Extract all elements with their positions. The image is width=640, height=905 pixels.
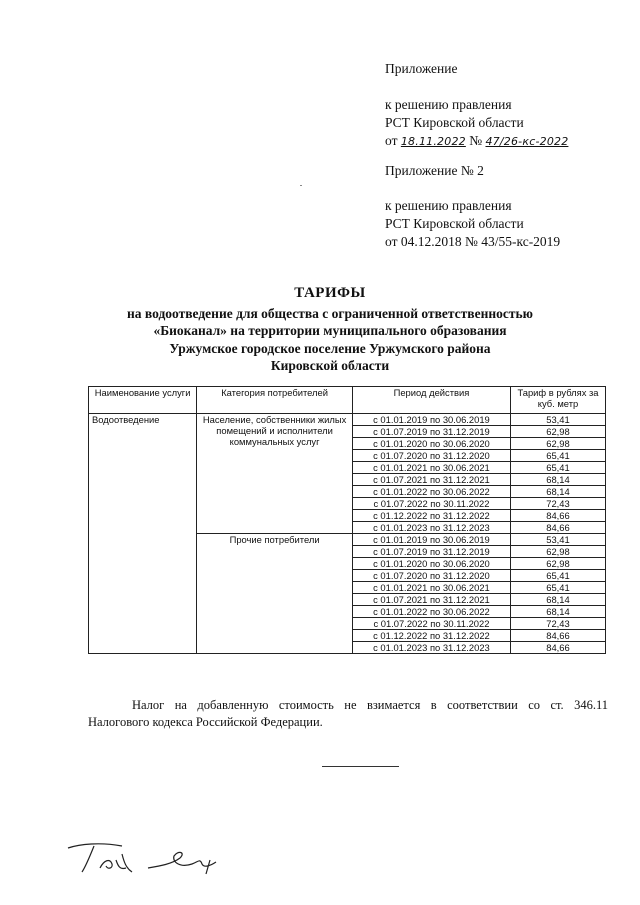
period-cell: с 01.01.2022 по 30.06.2022	[352, 486, 510, 498]
title-line-2: «Биоканал» на территории муниципального образования	[153, 323, 507, 338]
vat-note-line-2: Налогового кодекса Российской Федерации.	[88, 715, 323, 729]
appendix-label: Приложение	[385, 61, 458, 76]
table-header-row	[89, 387, 606, 414]
period-cell: с 01.07.2020 по 31.12.2020	[352, 450, 510, 462]
header-rate: Тариф в рублях за куб. метр	[510, 387, 605, 414]
rate-cell: 68,14	[510, 606, 605, 618]
period-cell: с 01.12.2022 по 31.12.2022	[352, 510, 510, 522]
vat-note-line-1: Налог на добавленную стоимость не взимается в соответствии со ст. 346.11	[132, 698, 608, 712]
period-cell: с 01.01.2023 по 31.12.2023	[352, 522, 510, 534]
rate-cell: 53,41	[510, 534, 605, 546]
period-cell: с 01.01.2023 по 31.12.2023	[352, 642, 510, 654]
rate-cell: 84,66	[510, 642, 605, 654]
rate-cell: 72,43	[510, 618, 605, 630]
rate-cell: 65,41	[510, 582, 605, 594]
period-cell: с 01.01.2019 по 30.06.2019	[352, 534, 510, 546]
authority-line-2: РСТ Кировской области	[385, 216, 524, 231]
service-cell: Водоотведение	[89, 414, 197, 654]
signature	[60, 838, 230, 878]
period-cell: с 01.07.2019 по 31.12.2019	[352, 546, 510, 558]
category-cell: Население, собственники жилых помещений и исполнители коммунальных услуг	[197, 414, 353, 534]
rate-cell: 84,66	[510, 510, 605, 522]
rate-cell: 65,41	[510, 450, 605, 462]
title-line-4: Кировской области	[270, 358, 390, 373]
rate-cell: 68,14	[510, 474, 605, 486]
signature-stroke-2	[148, 852, 216, 874]
vat-note	[88, 697, 608, 731]
appendix-2-label: Приложение № 2	[385, 163, 484, 178]
title-main: ТАРИФЫ	[294, 285, 366, 301]
title-line-3: Уржумское городское поселение Уржумского района	[169, 340, 491, 356]
rate-cell: 62,98	[510, 426, 605, 438]
rate-cell: 62,98	[510, 438, 605, 450]
decision-date-line: от 18.11.2022 № 47/26-кс-2022	[385, 133, 569, 148]
signature-stroke-1	[68, 844, 132, 872]
header-service: Наименование услуги	[89, 387, 197, 414]
scan-speck	[300, 185, 302, 186]
rate-cell: 84,66	[510, 522, 605, 534]
title-line-1: на водоотведение для общества с ограниченной ответственностью	[127, 305, 533, 321]
rate-cell: 65,41	[510, 570, 605, 582]
appendix-header	[385, 60, 568, 151]
period-cell: с 01.01.2021 по 30.06.2021	[352, 462, 510, 474]
category-cell: Прочие потребители	[197, 534, 353, 654]
period-cell: с 01.07.2021 по 31.12.2021	[352, 474, 510, 486]
period-cell: с 01.01.2019 по 30.06.2019	[352, 414, 510, 426]
rate-cell: 62,98	[510, 546, 605, 558]
header-category: Категория потребителей	[197, 387, 353, 414]
rate-cell: 84,66	[510, 630, 605, 642]
period-cell: с 01.01.2022 по 30.06.2022	[352, 606, 510, 618]
separator-line	[322, 766, 399, 767]
rate-cell: 68,14	[510, 594, 605, 606]
appendix-2-header	[385, 162, 560, 251]
decision-line: к решению правления	[385, 97, 512, 112]
rate-cell: 72,43	[510, 498, 605, 510]
decision-line-2: к решению правления	[385, 198, 512, 213]
period-cell: с 01.07.2019 по 31.12.2019	[352, 426, 510, 438]
rate-cell: 62,98	[510, 558, 605, 570]
period-cell: с 01.07.2020 по 31.12.2020	[352, 570, 510, 582]
rate-cell: 65,41	[510, 462, 605, 474]
period-cell: с 01.01.2020 по 30.06.2020	[352, 438, 510, 450]
period-cell: с 01.01.2021 по 30.06.2021	[352, 582, 510, 594]
tariff-table	[88, 386, 606, 654]
period-cell: с 01.07.2022 по 30.11.2022	[352, 498, 510, 510]
table-row	[89, 414, 606, 426]
decision-date-line-2: от 04.12.2018 № 43/55-кс-2019	[385, 234, 561, 249]
authority-line: РСТ Кировской области	[385, 115, 524, 130]
period-cell: с 01.01.2020 по 30.06.2020	[352, 558, 510, 570]
period-cell: с 01.12.2022 по 31.12.2022	[352, 630, 510, 642]
period-cell: с 01.07.2021 по 31.12.2021	[352, 594, 510, 606]
rate-cell: 53,41	[510, 414, 605, 426]
document-title	[80, 285, 580, 375]
table-body	[89, 414, 606, 654]
handwritten-number: 47/26-кс-2022	[485, 135, 569, 148]
handwritten-date: 18.11.2022	[400, 135, 466, 148]
period-cell: с 01.07.2022 по 30.11.2022	[352, 618, 510, 630]
rate-cell: 68,14	[510, 486, 605, 498]
header-period: Период действия	[352, 387, 510, 414]
